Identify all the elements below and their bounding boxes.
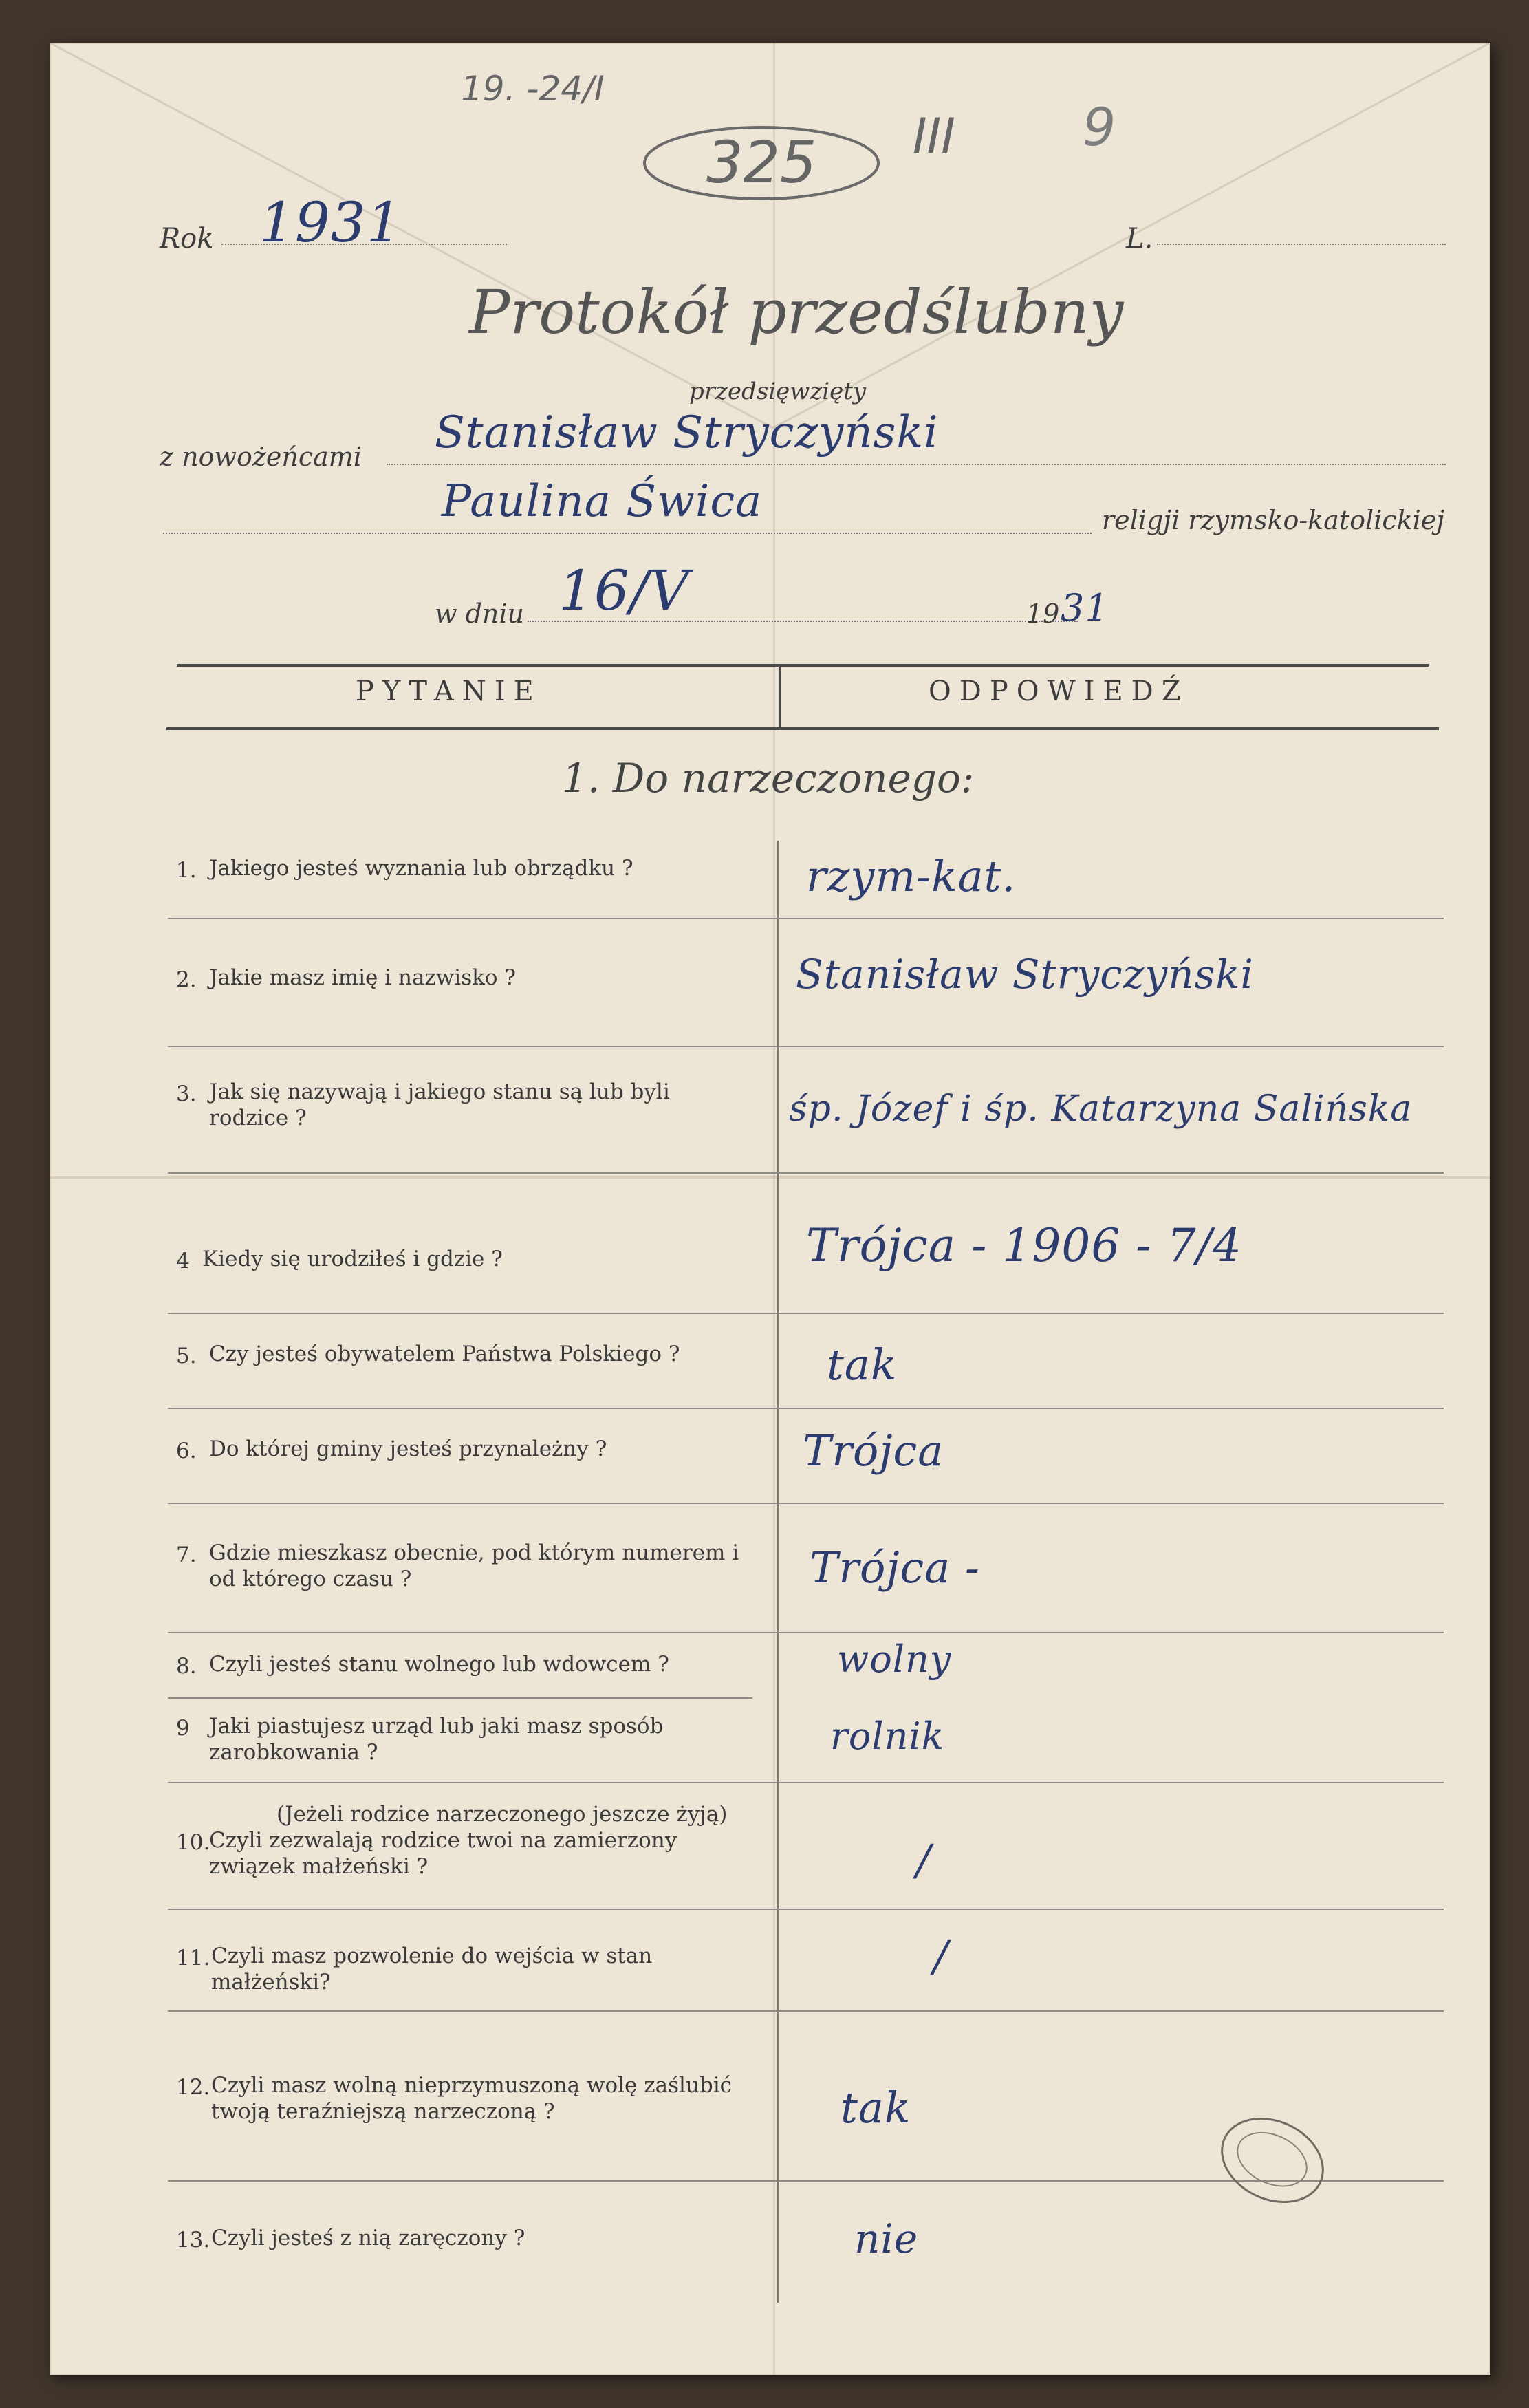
answer-text: rzym-kat. — [806, 851, 1017, 901]
question-text: Czy jesteś obywatelem Państwa Polskiego ? — [209, 1342, 680, 1366]
answer-text: wolny — [837, 1637, 952, 1681]
answer-text: Trójca — [803, 1426, 944, 1476]
answer-text: rolnik — [830, 1714, 945, 1758]
question-number: 1. — [176, 858, 197, 883]
section-title: 1. Do narzeczonego: — [562, 755, 975, 802]
question-number: 2. — [176, 967, 197, 992]
question-number: 13. — [176, 2228, 210, 2253]
answer-text: śp. Józef i śp. Katarzyna Salińska — [789, 1088, 1413, 1130]
answer-text: Trójca - — [810, 1542, 980, 1593]
question-text: Jaki piastujesz urząd lub jaki masz sposób zarobkowania ? — [209, 1714, 664, 1765]
rok-label: Rok — [160, 223, 214, 255]
page-title: Protokół przedślubny — [469, 277, 1124, 347]
question-text: Gdzie mieszkasz obecnie, pod którym numerem i od którego czasu ? — [209, 1540, 739, 1591]
question-precondition: (Jeżeli rodzice narzeczonego jeszcze żyją) — [276, 1802, 728, 1827]
groom-dotted-line — [387, 464, 1446, 465]
groom-name: Stanisław Stryczyński — [435, 407, 939, 458]
row-divider — [168, 1632, 1444, 1633]
row-divider — [168, 2010, 1444, 2012]
question-text: Czyli masz pozwolenie do wejścia w stan małżeński? — [211, 1944, 653, 1995]
roman-numeral-note: III — [913, 108, 955, 164]
column-header-answer: ODPOWIEDŹ — [929, 676, 1189, 707]
question-text: Jakie masz imię i nazwisko ? — [209, 965, 517, 990]
question-number: 3. — [176, 1082, 197, 1106]
question-text: Czyli zezwalają rodzice twoi na zamierzony związek małżeński ? — [209, 1828, 677, 1879]
question-text: Czyli jesteś z nią zaręczony ? — [211, 2226, 525, 2250]
l-dotted-line — [1157, 244, 1446, 245]
answer-text: Trójca - 1906 - 7/4 — [806, 1219, 1242, 1272]
row-divider — [168, 1782, 1444, 1783]
question-number: 8. — [176, 1654, 197, 1679]
row-divider — [168, 1408, 1444, 1409]
nowozencami-label: z nowożeńcami — [160, 442, 362, 472]
year-prefix: 19 — [1026, 599, 1060, 629]
question-number: 11. — [176, 1946, 210, 1970]
row-divider — [168, 1909, 1444, 1910]
archive-stamp-inner-ring — [1228, 2121, 1316, 2197]
question-number: 5. — [176, 1344, 197, 1368]
header-column-divider — [779, 664, 781, 729]
question-text: Jak się nazywają i jakiego stanu są lub byli rodzice ? — [209, 1079, 670, 1130]
question-text: Czyli masz wolną nieprzymuszoną wolę zaślubić twoją teraźniejszą narzeczoną ? — [211, 2073, 732, 2124]
l-label: L. — [1126, 223, 1153, 255]
question-text: Czyli jesteś stanu wolnego lub wdowcem ? — [209, 1652, 669, 1677]
document-page — [50, 43, 1490, 2375]
question-text: Kiedy się urodziłeś i gdzie ? — [202, 1247, 503, 1271]
question-number: 12. — [176, 2075, 210, 2100]
circled-number: 325 — [706, 129, 817, 196]
answer-text: tak — [827, 1340, 898, 1390]
table-top-rule — [177, 664, 1429, 667]
answer-text: / — [933, 1931, 948, 1981]
rok-value: 1931 — [259, 191, 402, 255]
question-number: 7. — [176, 1542, 197, 1567]
answer-text: tak — [841, 2083, 911, 2133]
question-number: 9 — [176, 1716, 190, 1741]
date-value: 16/V — [559, 559, 690, 623]
archive-stamp — [1207, 2101, 1338, 2219]
question-number: 6. — [176, 1439, 197, 1463]
answer-text: Stanisław Stryczyński — [796, 951, 1254, 998]
answer-text: nie — [854, 2215, 919, 2262]
row-divider — [168, 1697, 752, 1699]
question-number: 4 — [176, 1249, 190, 1273]
row-divider — [168, 1313, 1444, 1314]
w-dniu-label: w dniu — [435, 599, 525, 629]
pencil-note-top: 19. -24/I — [461, 69, 605, 109]
column-header-question: PYTANIE — [356, 676, 542, 707]
row-divider — [168, 1503, 1444, 1504]
bride-name: Paulina Świca — [442, 476, 763, 527]
question-text: Jakiego jesteś wyznania lub obrządku ? — [209, 856, 633, 881]
pencil-number-note: 9 — [1083, 96, 1116, 158]
row-divider — [168, 1172, 1444, 1174]
question-number: 10. — [176, 1830, 210, 1855]
answer-text: / — [916, 1835, 931, 1885]
year-value: 31 — [1061, 586, 1109, 630]
row-divider — [168, 1046, 1444, 1047]
przedsiewziety-label: przedsięwzięty — [689, 378, 867, 405]
row-divider — [168, 918, 1444, 919]
table-header-bottom-rule — [166, 727, 1439, 730]
body-column-divider — [777, 841, 779, 2303]
question-text: Do której gminy jesteś przynależny ? — [209, 1437, 607, 1461]
fold-line-horizontal — [50, 1176, 1490, 1179]
religion-label: religji rzymsko-katolickiej — [1102, 505, 1445, 535]
bride-dotted-line — [163, 533, 1092, 534]
